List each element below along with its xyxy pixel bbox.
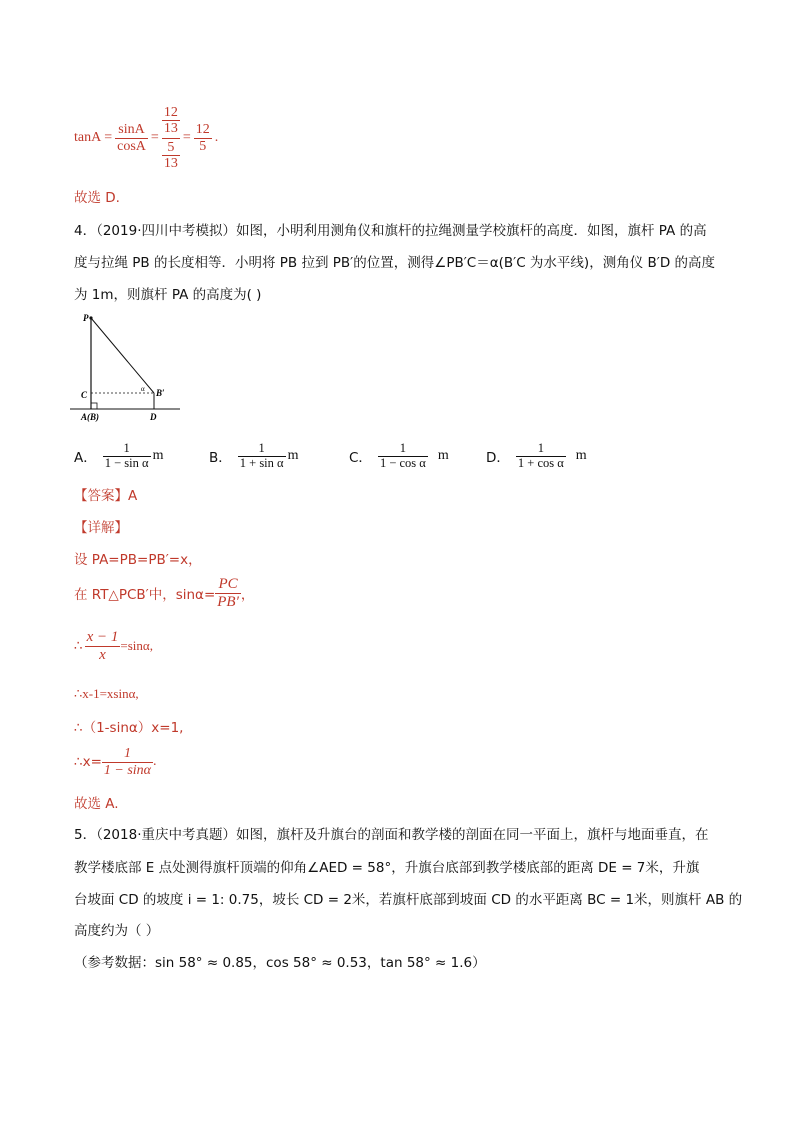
sol-fraction — [85, 629, 121, 663]
sin-over-cos — [115, 122, 148, 154]
fraction-num: x − 1 — [86, 629, 119, 645]
option-a[interactable] — [74, 438, 163, 474]
rope-line — [91, 318, 154, 393]
cos-term: cosA — [117, 138, 146, 154]
solution-line-1: 设 PA=PB=PB′=x， — [74, 552, 202, 568]
solution-line-4: ∴x-1=xsinα, — [74, 686, 139, 701]
option-unit: m — [575, 448, 587, 463]
fraction-value: 13 — [163, 155, 178, 171]
option-unit: m — [437, 448, 449, 463]
fraction-num: 1 — [537, 440, 544, 455]
fraction-den: 1 − cos α — [379, 455, 426, 470]
label-p: P — [83, 313, 89, 323]
option-fraction — [103, 442, 151, 471]
fraction-den: 1 − sinα — [103, 762, 152, 778]
lower-fraction — [162, 140, 180, 172]
solution-line-5: ∴（1-sinα）x=1, — [74, 720, 184, 736]
fraction-den: x — [99, 646, 106, 663]
q5-line-1: 5．（2018·重庆中考真题）如图，旗杆及升旗台的剖面和教学楼的剖面在同一平面上，旗杆与地面垂直，在 — [74, 827, 709, 843]
eq-sign: = — [182, 130, 191, 145]
fraction-num: 1 — [258, 440, 265, 455]
fraction-den: PB′ — [217, 593, 239, 610]
label-b-prime: B′ — [156, 388, 165, 398]
fraction-value: 13 — [163, 121, 178, 137]
eq-sign: = — [104, 130, 113, 145]
label-alpha: α — [141, 385, 145, 393]
detail-heading: 【详解】 — [74, 520, 128, 536]
sol-text: ∴x= — [74, 754, 102, 770]
option-fraction — [378, 442, 428, 471]
fraction-den: 1 + cos α — [517, 455, 564, 470]
sol-text: ∴ — [74, 638, 83, 654]
period: . — [214, 130, 219, 145]
label-ab: A(B) — [81, 412, 99, 422]
option-label: B． — [209, 450, 232, 466]
flagpole-figure — [68, 310, 184, 428]
sol-fraction — [215, 576, 241, 610]
fraction-den: 1 + sin α — [239, 455, 284, 470]
fraction-value: 12 — [163, 104, 178, 120]
right-angle-mark — [91, 403, 97, 409]
option-label: C． — [349, 450, 372, 466]
sol-fraction — [102, 746, 153, 778]
fraction-value: 5 — [167, 139, 175, 155]
fraction-num: 1 — [123, 440, 130, 455]
label-c: C — [81, 390, 88, 400]
q5-line-2: 教学楼底部 E 点处测得旗杆顶端的仰角∠AED = 58°，升旗台底部到教学楼底部的距离 DE = 7米，升旗 — [74, 860, 700, 876]
solution-line-3 — [74, 624, 153, 668]
option-fraction — [238, 442, 286, 471]
fraction-num: 1 — [399, 440, 406, 455]
q4-line-1: 4．（2019·四川中考模拟）如图，小明利用测角仪和旗杆的拉绳测量学校旗杆的高度．如图，旗杆 PA 的高 — [74, 223, 707, 239]
option-label: D． — [486, 450, 510, 466]
option-unit: m — [287, 448, 299, 463]
solution-line-6 — [74, 742, 157, 782]
select-a: 故选 A. — [74, 796, 119, 812]
answer-line: 【答案】A — [74, 488, 138, 504]
sol-text: ， — [240, 587, 255, 603]
q5-reference-data: （参考数据：sin 58° ≈ 0.85，cos 58° ≈ 0.53，tan 58° ≈ 1.6） — [74, 955, 486, 971]
sol-text: =sinα, — [120, 638, 153, 653]
compound-fraction — [162, 105, 180, 172]
q4-line-3: 为 1m，则旗杆 PA 的高度为( ) — [74, 287, 262, 303]
upper-fraction — [162, 105, 180, 137]
result-fraction — [194, 122, 212, 154]
fraction-value: 5 — [199, 138, 207, 154]
q5-line-3: 台坡面 CD 的坡度 i = 1: 0.75，坡长 CD = 2米，若旗杆底部到坡面 CD 的水平距离 BC = 1米，则旗杆 AB 的 — [74, 892, 743, 908]
select-d: 故选 D. — [74, 190, 120, 206]
option-b[interactable] — [209, 438, 298, 474]
solution-line-2 — [74, 572, 254, 614]
tan-lhs: tanA — [74, 130, 102, 145]
fraction-value: 12 — [195, 122, 210, 138]
fraction-den: 1 − sin α — [104, 455, 149, 470]
option-fraction — [516, 442, 566, 471]
option-d[interactable] — [486, 438, 587, 474]
sol-text: 在 RT△PCB′中，sinα= — [74, 587, 216, 603]
point-p — [89, 316, 92, 319]
label-d: D — [150, 412, 157, 422]
q5-line-4: 高度约为（ ） — [74, 923, 160, 939]
fraction-num: PC — [218, 576, 238, 592]
sin-term: sinA — [118, 122, 145, 138]
sol-text: . — [153, 754, 157, 769]
option-c[interactable] — [349, 438, 449, 474]
q4-line-2: 度与拉绳 PB 的长度相等．小明将 PB 拉到 PB′的位置，测得∠PB′C＝α(B′C 为水平线)，测角仪 B′D 的高度 — [74, 255, 716, 271]
tan-equation — [74, 98, 218, 178]
eq-sign: = — [150, 130, 159, 145]
fraction-num: 1 — [123, 746, 131, 762]
option-unit: m — [152, 448, 164, 463]
option-label: A． — [74, 450, 97, 466]
